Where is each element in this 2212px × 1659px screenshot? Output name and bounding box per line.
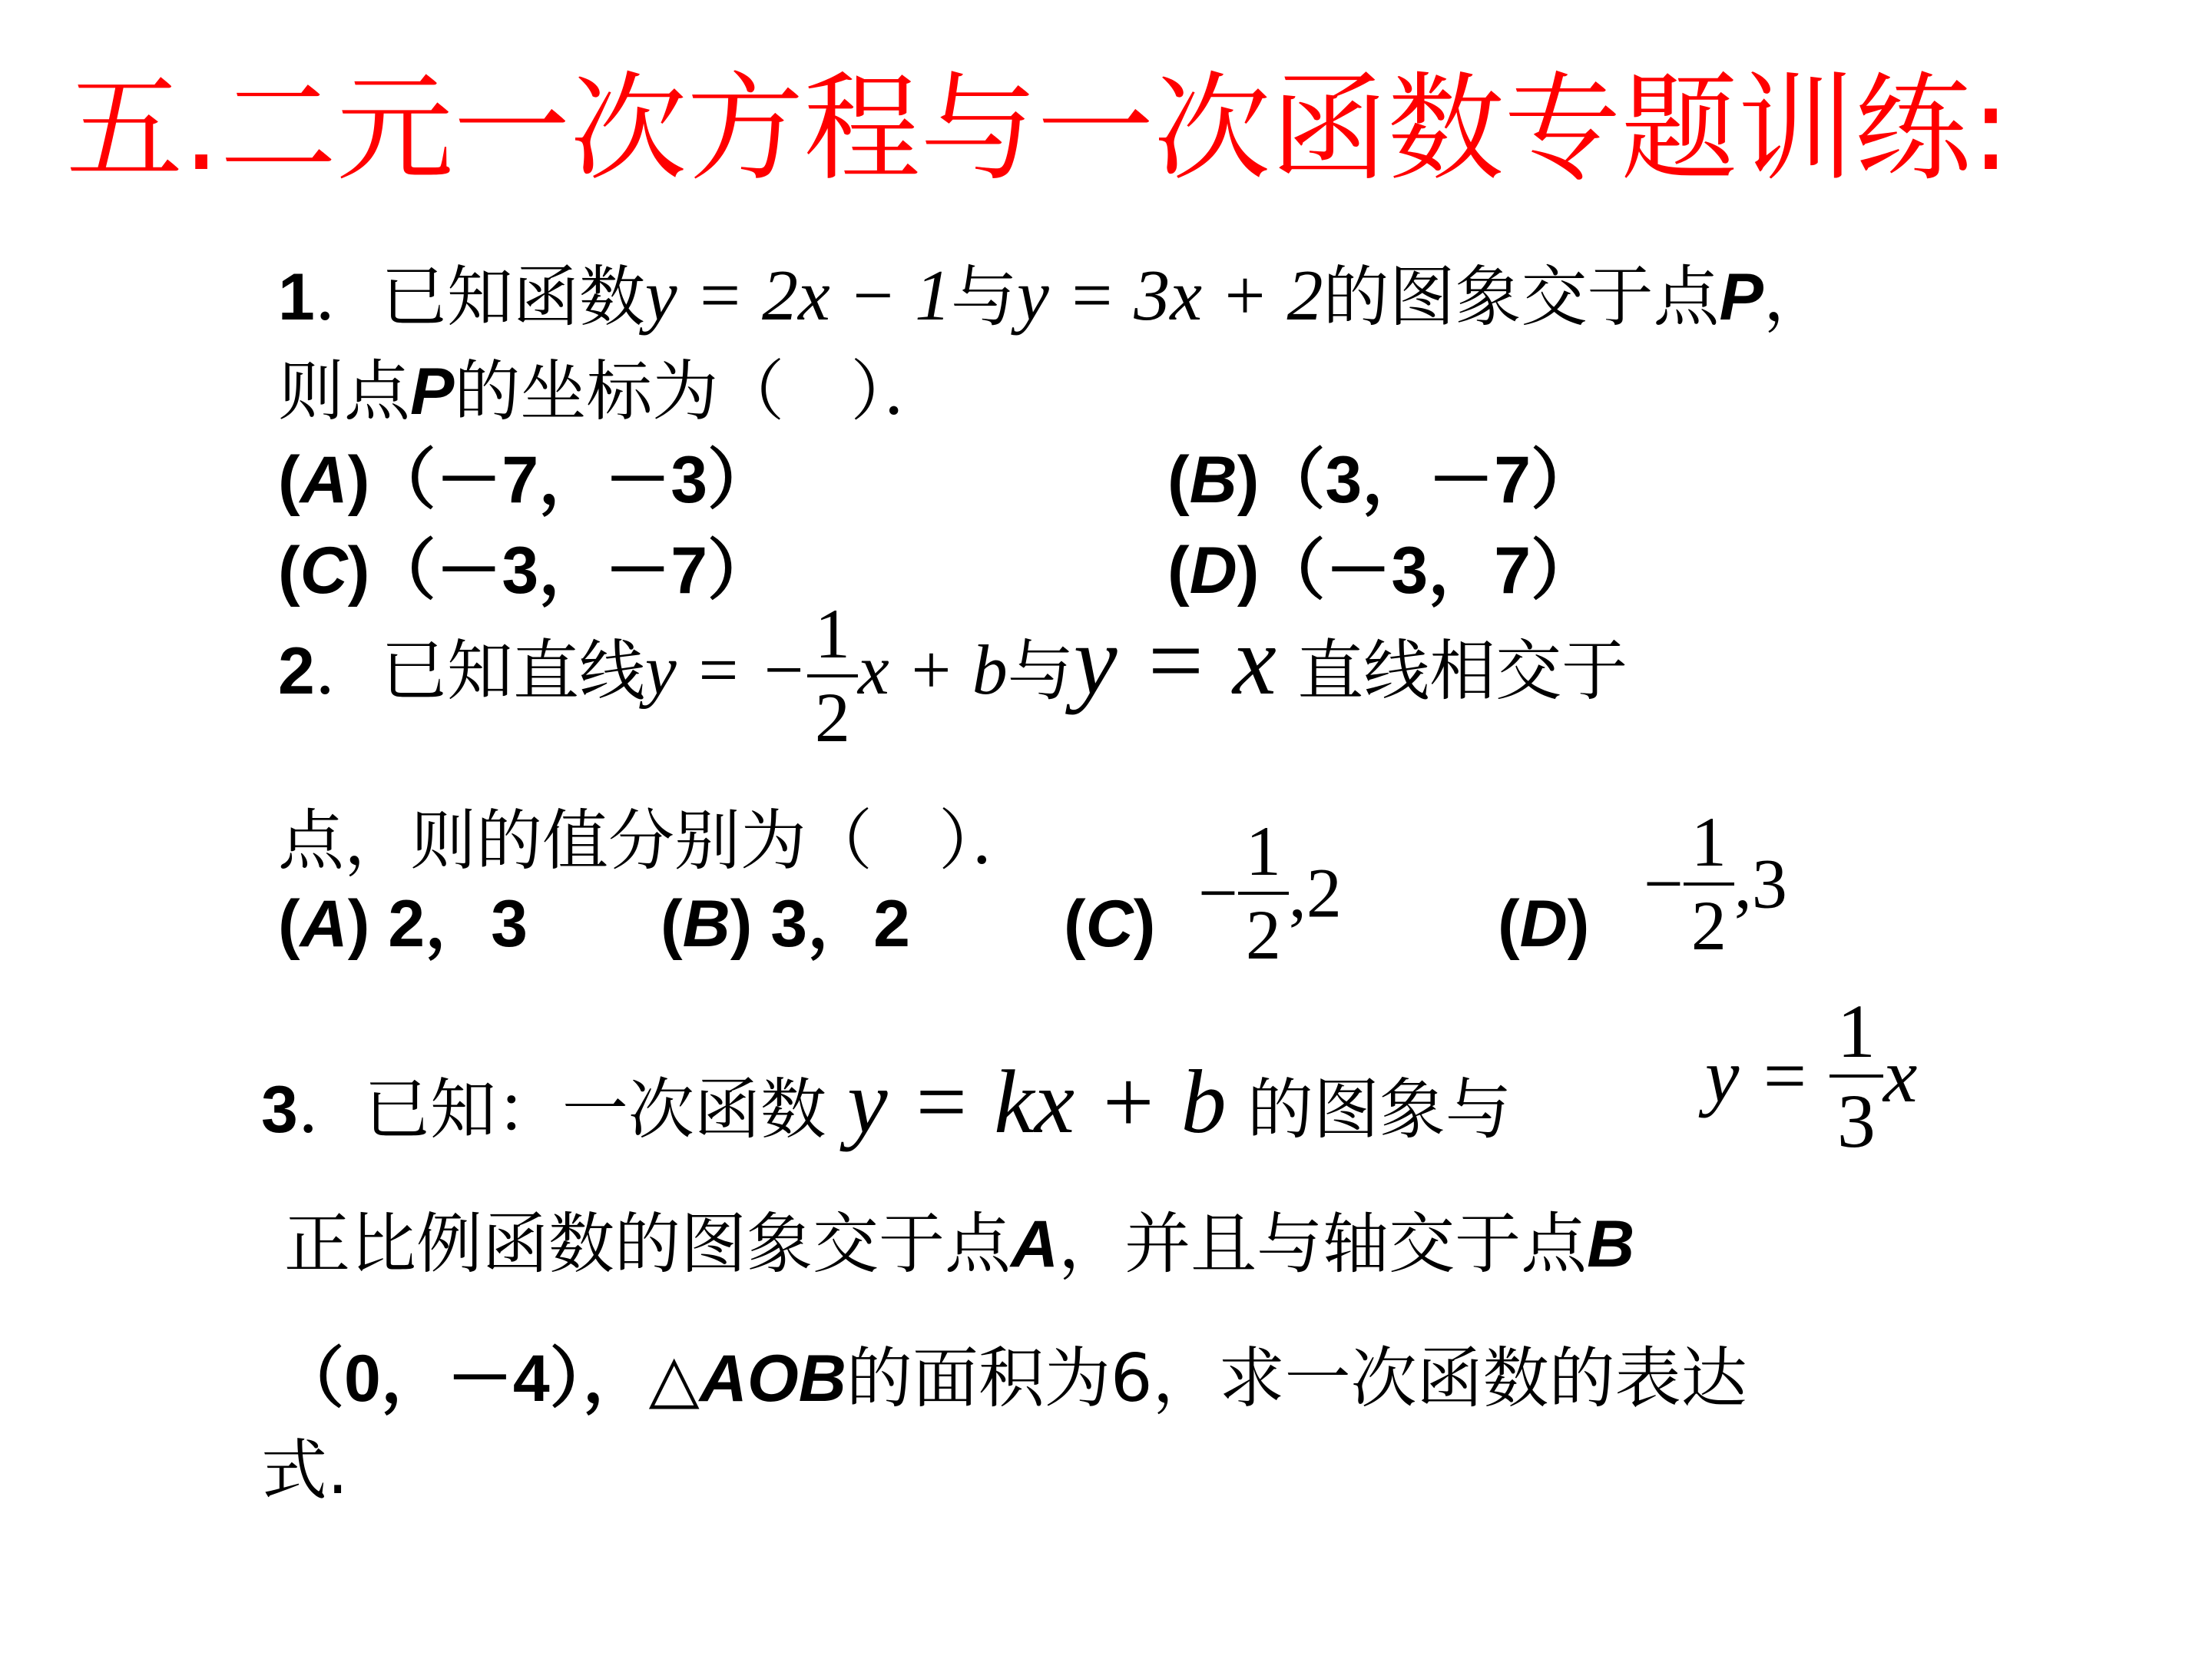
q1-number: 1 (278, 260, 315, 334)
q1-option-c: (C)（－3，－7） (278, 534, 774, 608)
q2-tail: 直线相交于 (1297, 633, 1628, 710)
q1-function-2: y = 3x + 2 (1017, 256, 1323, 336)
q3-triangle-aob: AOB (699, 1342, 846, 1416)
q3-point-a: A (1011, 1207, 1059, 1281)
q2-fraction (807, 594, 858, 757)
q3-number: 3 (261, 1073, 298, 1147)
q2-option-b-value: 3，2 (770, 887, 910, 961)
q3-intro: ．已知：一次函数 (297, 1071, 826, 1148)
q2-option-d-denominator: 2 (1690, 886, 1727, 965)
q2-function-2: y = x (1073, 606, 1277, 715)
q1-option-b-value: （3，－7） (1259, 443, 1598, 517)
q2-line1 (278, 572, 1628, 760)
q1-option-b-label: B (1189, 443, 1237, 517)
q2-option-d-rest: ,3 (1734, 844, 1787, 923)
q2-option-b: (B) 3，2 (661, 887, 910, 961)
q2-option-d-fraction (1684, 803, 1734, 965)
q3-line3-prefix: （0，－4），△ (278, 1342, 700, 1416)
q2-fraction-denominator: 2 (814, 677, 850, 757)
q1-comma: ， (1763, 259, 1830, 336)
q1-option-b: (B)（3，－7） (1167, 443, 1598, 517)
q1-option-a-label: A (300, 443, 348, 517)
q3-connector: 的图象与 (1247, 1071, 1512, 1148)
q2-option-c-fraction (1238, 814, 1289, 972)
q1-line2 (278, 349, 949, 434)
q2-option-a-label: A (300, 887, 348, 961)
q3-line1 (261, 1051, 1512, 1152)
q3-function-2-rhs: x (1883, 1033, 1918, 1118)
q1-line2-suffix: 的坐标为（ ）． (454, 353, 950, 430)
q3-line2-middle: ，并且与轴交于点 (1058, 1206, 1588, 1283)
q3-line2 (284, 1202, 1634, 1286)
q1-function-1: y = 2x − 1 (644, 256, 952, 336)
q2-line2: 点，则的值分别为（ ）． (278, 803, 1038, 879)
q2-option-c-math (1198, 814, 1342, 972)
q1-option-c-label: C (300, 534, 348, 608)
page-title: 五.二元一次方程与一次函数专题训练: (66, 61, 2011, 197)
q2-number: 2 (278, 634, 315, 708)
q2-fraction-numerator: 1 (814, 594, 850, 673)
q3-function-2 (1705, 988, 1918, 1164)
q2-option-c-numerator: 1 (1245, 812, 1281, 890)
q3-line3-suffix: 的面积为6，求一次函数的表达 (846, 1340, 1747, 1417)
q1-intersect-text: 的图象交于点 (1323, 259, 1720, 336)
q2-option-c-rest: ,2 (1288, 853, 1342, 932)
q1-connector: 与 (951, 259, 1018, 336)
q2-option-c-label: C (1085, 887, 1134, 961)
q3-line4: 式. (261, 1432, 349, 1509)
q1-option-c-value: （－3，－7） (369, 534, 774, 608)
q3-function-2-lhs: y = (1705, 1033, 1810, 1118)
q2-function-lhs: y = − (644, 631, 807, 709)
q2-connector: 与 (1007, 633, 1074, 710)
q2-function-rhs: x + b (857, 631, 1008, 709)
q2-option-b-label: B (682, 887, 730, 961)
q3-line3 (278, 1336, 1747, 1421)
q1-option-a: (A)（－7，－3） (278, 443, 774, 517)
q2-intro: ．已知直线 (314, 633, 645, 710)
q1-line2-point-p: P (410, 355, 455, 429)
q2-option-d-math (1644, 803, 1787, 965)
q2-option-a-value: 2，3 (388, 887, 528, 961)
q1-option-d: (D)（－3，7） (1167, 534, 1598, 608)
q3-line2-prefix: 正比例函数的图象交于点 (284, 1206, 1011, 1283)
q2-option-d-numerator: 1 (1690, 803, 1727, 881)
q3-function-1: y = kx + b (847, 1051, 1227, 1152)
q3-fraction-numerator: 1 (1836, 988, 1876, 1074)
q3-fraction-denominator: 3 (1836, 1078, 1876, 1164)
q3-point-b: B (1587, 1207, 1635, 1281)
q2-option-c-denominator: 2 (1245, 895, 1281, 974)
q1-intro: ．已知函数 (314, 259, 645, 336)
q2-option-a: (A) 2，3 (278, 887, 528, 961)
q2-option-d-label-group: (D) (1498, 887, 1590, 961)
q1-option-a-value: （－7，－3） (369, 443, 774, 517)
q1-line1 (278, 253, 1830, 339)
q1-line2-prefix: 则点 (278, 353, 410, 430)
q2-option-d-sign: − (1644, 844, 1684, 923)
q1-option-d-value: （－3，7） (1259, 534, 1598, 608)
q3-fraction (1830, 988, 1883, 1164)
q1-point-p: P (1719, 260, 1763, 334)
q1-option-d-label: D (1189, 534, 1237, 608)
q2-option-d-label: D (1519, 887, 1568, 961)
q2-option-c-sign: − (1198, 853, 1238, 932)
q2-option-c-label-group: (C) (1064, 887, 1156, 961)
